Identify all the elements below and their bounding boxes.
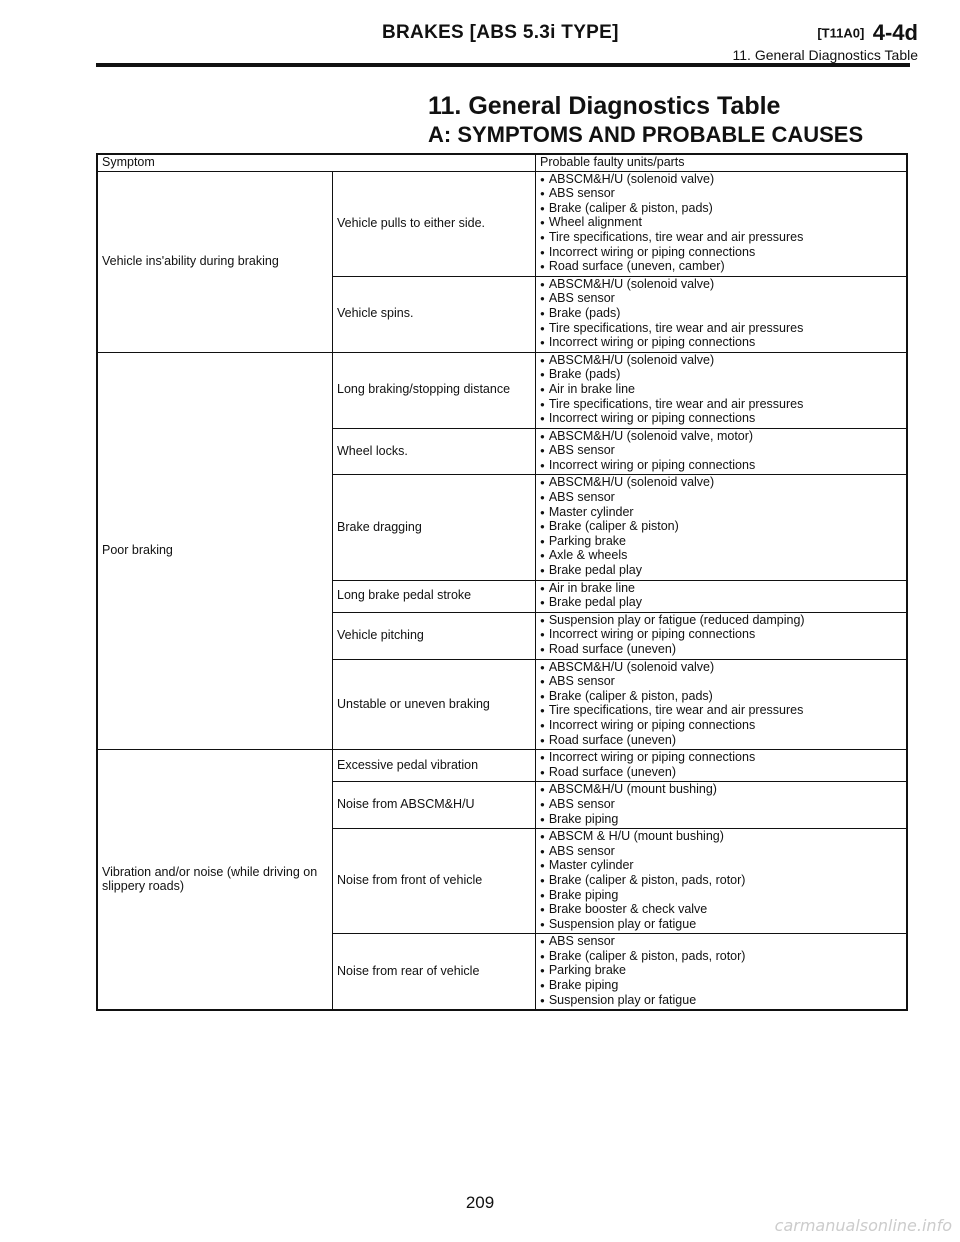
watermark: carmanualsonline.info <box>774 1216 952 1235</box>
part-item: ● ABSCM&H/U (solenoid valve) <box>540 173 902 188</box>
part-item: ● Master cylinder <box>540 506 902 521</box>
table-body <box>97 171 907 1010</box>
part-item: ● Air in brake line <box>540 383 902 398</box>
part-item: ● Brake (caliper & piston, pads) <box>540 202 902 217</box>
probable-parts-cell <box>536 276 908 352</box>
table-header-row <box>97 154 907 171</box>
parts-list <box>540 173 902 275</box>
part-item: ● Brake piping <box>540 889 902 904</box>
probable-parts-cell <box>536 782 908 829</box>
symptom-detail: Long braking/stopping distance <box>333 352 536 428</box>
symptom-detail: Vehicle spins. <box>333 276 536 352</box>
part-item: ● ABS sensor <box>540 292 902 307</box>
header-right <box>733 20 918 63</box>
part-item: ● Axle & wheels <box>540 549 902 564</box>
probable-parts-cell <box>536 171 908 276</box>
parts-list <box>540 661 902 749</box>
part-item: ● ABS sensor <box>540 935 902 950</box>
part-item: ● Tire specifications, tire wear and air pressures <box>540 398 902 413</box>
part-item: ● ABSCM&H/U (solenoid valve, motor) <box>540 430 902 445</box>
part-item: ● Brake (caliper & piston) <box>540 520 902 535</box>
symptom-detail: Vehicle pitching <box>333 612 536 659</box>
symptom-detail: Unstable or uneven braking <box>333 659 536 750</box>
part-item: ● Brake (pads) <box>540 307 902 322</box>
col-header-parts: Probable faulty units/parts <box>536 154 908 171</box>
table-row <box>97 171 907 276</box>
part-item: ● Brake (caliper & piston, pads) <box>540 690 902 705</box>
part-item: ● Master cylinder <box>540 859 902 874</box>
page-subtitle: A: SYMPTOMS AND PROBABLE CAUSES <box>428 122 864 147</box>
part-item: ● Tire specifications, tire wear and air pressures <box>540 231 902 246</box>
parts-list <box>540 278 902 351</box>
probable-parts-cell <box>536 829 908 934</box>
parts-list <box>540 430 902 474</box>
part-item: ● Tire specifications, tire wear and air pressures <box>540 704 902 719</box>
part-item: ● Suspension play or fatigue <box>540 918 902 933</box>
part-item: ● Incorrect wiring or piping connections <box>540 336 902 351</box>
probable-parts-cell <box>536 934 908 1010</box>
page-title: 11. General Diagnostics Table <box>428 92 781 120</box>
symptom-detail: Noise from front of vehicle <box>333 829 536 934</box>
part-item: ● Brake piping <box>540 813 902 828</box>
table-row <box>97 750 907 782</box>
part-item: ● ABSCM&H/U (solenoid valve) <box>540 354 902 369</box>
symptom-detail: Wheel locks. <box>333 428 536 475</box>
part-item: ● ABSCM&H/U (solenoid valve) <box>540 476 902 491</box>
part-item: ● Parking brake <box>540 535 902 550</box>
symptom-detail: Excessive pedal vibration <box>333 750 536 782</box>
part-item: ● Incorrect wiring or piping connections <box>540 628 902 643</box>
part-item: ● ABSCM & H/U (mount bushing) <box>540 830 902 845</box>
header-page-code: 4-4d <box>872 20 918 45</box>
part-item: ● Suspension play or fatigue <box>540 994 902 1009</box>
part-item: ● Incorrect wiring or piping connections <box>540 459 902 474</box>
part-item: ● Road surface (uneven, camber) <box>540 260 902 275</box>
parts-list <box>540 783 902 827</box>
part-item: ● Incorrect wiring or piping connections <box>540 412 902 427</box>
parts-list <box>540 614 902 658</box>
symptom-detail: Brake dragging <box>333 475 536 580</box>
part-item: ● ABSCM&H/U (mount bushing) <box>540 783 902 798</box>
header-code: [T11A0] <box>817 25 865 41</box>
page-number: 209 <box>465 1193 495 1212</box>
parts-list <box>540 354 902 427</box>
part-item: ● Suspension play or fatigue (reduced damping) <box>540 614 902 629</box>
parts-list <box>540 476 902 578</box>
part-item: ● Wheel alignment <box>540 216 902 231</box>
part-item: ● Incorrect wiring or piping connections <box>540 751 902 766</box>
col-header-symptom: Symptom <box>97 154 536 171</box>
part-item: ● Parking brake <box>540 964 902 979</box>
part-item: ● ABSCM&H/U (solenoid valve) <box>540 278 902 293</box>
part-item: ● ABS sensor <box>540 187 902 202</box>
probable-parts-cell <box>536 352 908 428</box>
part-item: ● Road surface (uneven) <box>540 643 902 658</box>
table-row <box>97 352 907 428</box>
part-item: ● Tire specifications, tire wear and air pressures <box>540 322 902 337</box>
part-item: ● Brake (caliper & piston, pads, rotor) <box>540 874 902 889</box>
parts-list <box>540 582 902 611</box>
probable-parts-cell <box>536 659 908 750</box>
part-item: ● Brake pedal play <box>540 564 902 579</box>
symptom-detail: Noise from ABSCM&H/U <box>333 782 536 829</box>
part-item: ● ABS sensor <box>540 491 902 506</box>
probable-parts-cell <box>536 580 908 612</box>
part-item: ● ABS sensor <box>540 845 902 860</box>
part-item: ● Brake (pads) <box>540 368 902 383</box>
symptom-category: Vibration and/or noise (while driving on slippery roads) <box>97 750 333 1011</box>
header-subtitle: 11. General Diagnostics Table <box>732 47 918 63</box>
part-item: ● Air in brake line <box>540 582 902 597</box>
part-item: ● Road surface (uneven) <box>540 734 902 749</box>
symptom-category: Poor braking <box>97 352 333 749</box>
symptom-detail: Noise from rear of vehicle <box>333 934 536 1010</box>
diagnostics-table <box>96 153 908 1011</box>
symptom-detail: Long brake pedal stroke <box>333 580 536 612</box>
part-item: ● Brake booster & check valve <box>540 903 902 918</box>
part-item: ● Incorrect wiring or piping connections <box>540 719 902 734</box>
part-item: ● ABS sensor <box>540 798 902 813</box>
part-item: ● Brake pedal play <box>540 596 902 611</box>
part-item: ● Brake piping <box>540 979 902 994</box>
parts-list <box>540 830 902 932</box>
part-item: ● Incorrect wiring or piping connections <box>540 246 902 261</box>
part-item: ● ABS sensor <box>540 675 902 690</box>
header-rule <box>96 63 910 67</box>
probable-parts-cell <box>536 475 908 580</box>
probable-parts-cell <box>536 750 908 782</box>
probable-parts-cell <box>536 428 908 475</box>
part-item: ● ABSCM&H/U (solenoid valve) <box>540 661 902 676</box>
part-item: ● Road surface (uneven) <box>540 766 902 781</box>
symptom-category: Vehicle ins'ability during braking <box>97 171 333 352</box>
parts-list <box>540 751 902 780</box>
symptom-detail: Vehicle pulls to either side. <box>333 171 536 276</box>
part-item: ● Brake (caliper & piston, pads, rotor) <box>540 950 902 965</box>
part-item: ● ABS sensor <box>540 444 902 459</box>
probable-parts-cell <box>536 612 908 659</box>
header-section-title: BRAKES [ABS 5.3i TYPE] <box>382 22 619 43</box>
parts-list <box>540 935 902 1008</box>
